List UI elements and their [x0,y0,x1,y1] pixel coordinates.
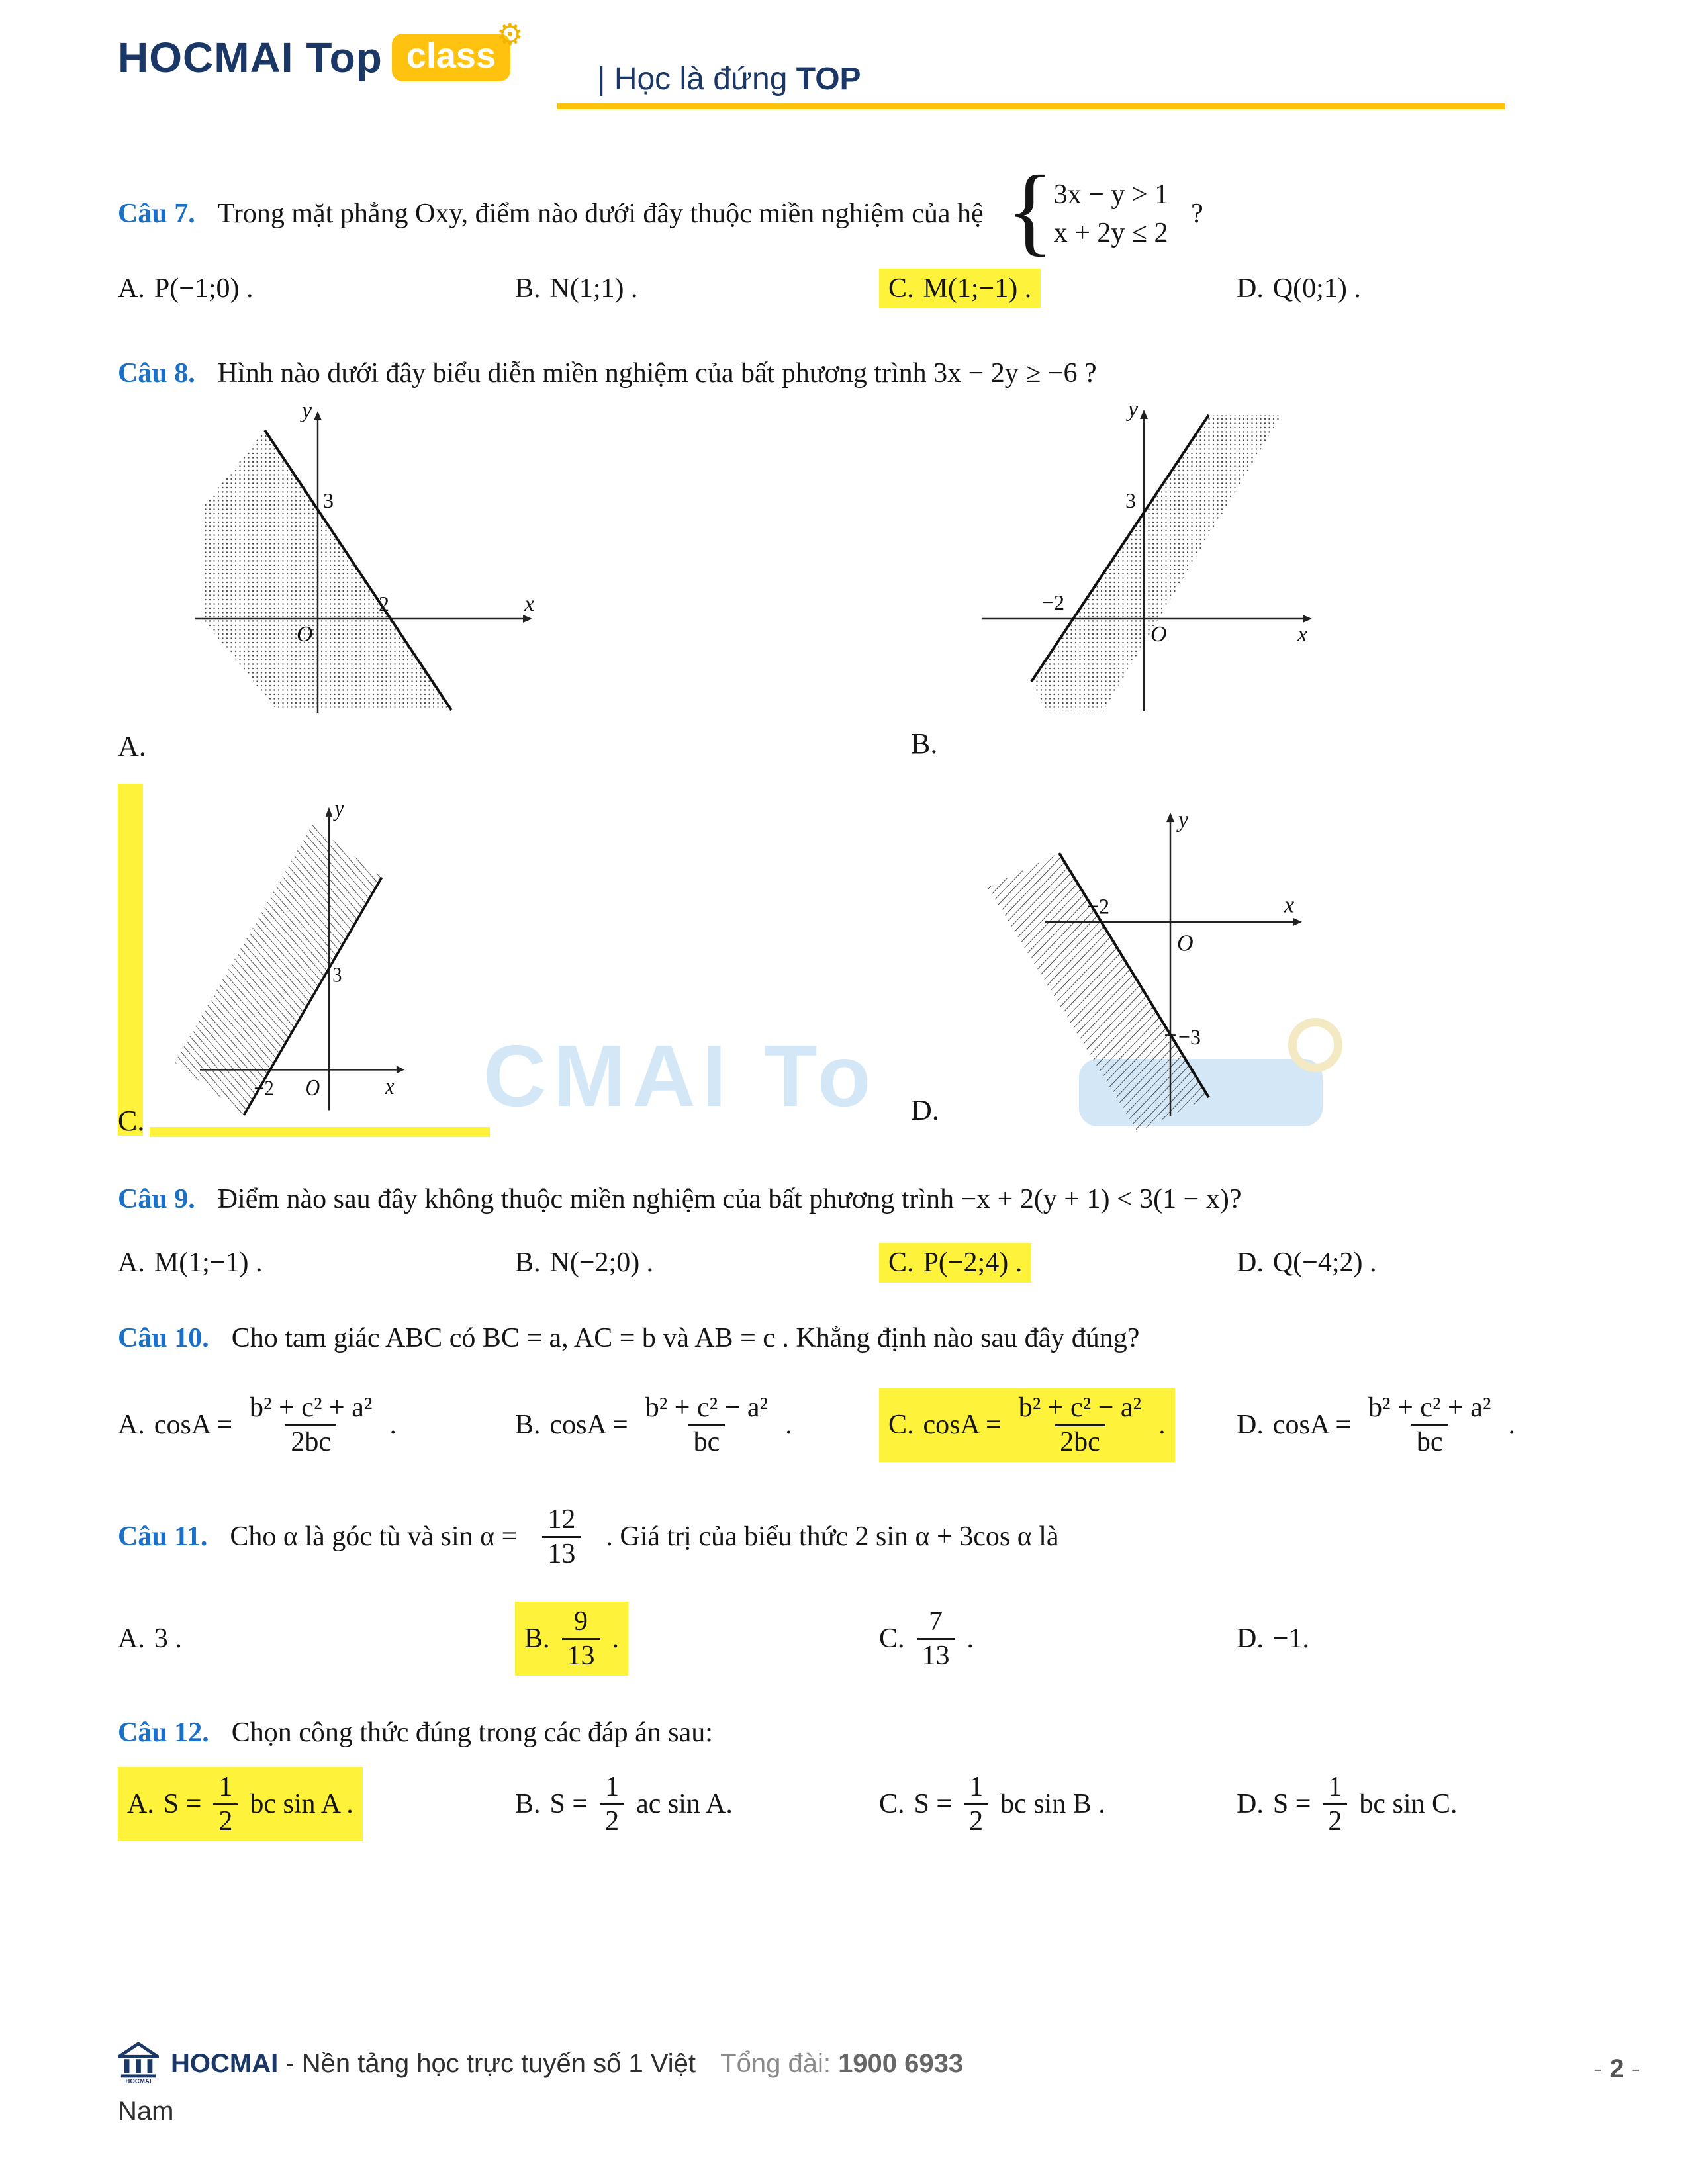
fraction: $\frac{1}{2}$ [1323,1771,1347,1837]
answer-highlight [515,1602,628,1676]
answer-c-highlight-underline [150,1127,490,1137]
tick-2: 2 [379,592,389,615]
option-key: C. [888,1410,914,1440]
y-axis-arrow-icon [1166,813,1174,823]
y-axis-label: y [302,400,312,423]
q7-option-a [118,273,515,304]
option-text: M(1;−1) . [154,1248,263,1278]
option-pre: S = [163,1789,202,1819]
graph-option-d [945,784,1323,1132]
brand-logo-badge [392,17,524,81]
question-8-label: Câu 8. [118,358,195,388]
answer-highlight [118,1767,363,1841]
q7-option-c-highlighted [879,269,1237,308]
fraction: $\frac{1}{2}$ [964,1771,988,1837]
question-10-stem [118,1322,1615,1354]
graph-option-b [945,400,1323,735]
question-11-text-post: . Giá trị của biểu thức 2 sin α + 3cos α là [606,1522,1059,1552]
y-axis-arrow-icon [1140,410,1148,419]
option-suffix: . [966,1623,974,1654]
fraction: $\frac{1}{2}$ [600,1771,624,1837]
fraction: $\frac{12}{13}$ [542,1504,581,1570]
option-key: B. [515,273,541,304]
option-text: Q(0;1) . [1272,273,1361,304]
option-key: D. [1237,1410,1264,1440]
x-axis-arrow-icon [1293,918,1302,926]
q9-option-a [118,1247,515,1279]
tagline-text: Học là đứng [614,62,796,97]
option-key: D. [1237,1623,1264,1654]
figure-label-a: A. [118,730,146,762]
gear-icon: ⚙ [496,17,524,52]
question-11-label: Câu 11. [118,1522,208,1552]
y-axis-arrow-icon [314,411,322,420]
option-key: C. [879,1789,905,1819]
q7-option-b [515,273,879,304]
question-7-system [1006,155,1169,265]
tick-minus2: −2 [1042,590,1065,614]
q11-option-c [879,1606,1237,1672]
system-lines [1054,179,1168,249]
question-7-label: Câu 7. [118,198,195,229]
q12-option-d [1237,1771,1688,1837]
question-9-options [0,1239,1688,1287]
brand-logo [118,17,524,82]
option-suffix: . [1158,1410,1166,1440]
q11-option-a [118,1623,515,1655]
shaded-region [175,825,382,1115]
option-text: P(−2;4) . [923,1248,1023,1278]
fraction: $\frac{1}{2}$ [213,1771,238,1837]
y-axis-label: y [1178,806,1189,833]
option-suffix: . [1508,1410,1515,1440]
fraction: $\frac{\text{b² + c² − a²}}{2bc}$ [1018,1392,1142,1457]
question-12-text: Chọn công thức đúng trong các đáp án sau: [231,1717,713,1748]
question-8-stem [118,357,1615,389]
origin-label: O [1150,622,1167,647]
question-7-options [0,265,1688,312]
tick-minus3: −3 [1178,1025,1201,1050]
question-10-text: Cho tam giác ABC có BC = a, AC = b và AB = c . Khẳng định nào sau đây đúng? [231,1323,1140,1353]
option-post: bc sin C. [1359,1789,1458,1819]
q11-option-d [1237,1623,1688,1655]
header-yellow-rule [557,103,1505,109]
page-number: - 2 - [1593,2054,1640,2083]
graph-option-c [159,786,493,1127]
y-axis-label: y [334,796,344,822]
brand-logo-text: HOCMAI Top [118,34,383,81]
fraction: $\frac{\text{b² + c² − a²}}{bc}$ [645,1392,769,1457]
option-key: A. [118,1410,145,1440]
option-key: B. [515,1410,541,1440]
shaded-region [203,430,451,710]
q9-option-d [1237,1247,1688,1279]
question-9-label: Câu 9. [118,1184,195,1214]
q10-option-c-highlighted [879,1388,1237,1462]
brand-logo-badge-label: class [406,36,496,75]
option-post: ac sin A. [636,1789,733,1819]
option-suffix: . [612,1623,620,1654]
header-tagline [597,61,861,97]
tick-3: 3 [1125,488,1136,512]
q10-option-a [118,1392,515,1458]
fraction: $\frac{\text{b² + c² + a²}}{2bc}$ [250,1392,373,1457]
watermark-text: CMAI To [483,1027,878,1124]
hocmai-house-icon [118,2042,159,2085]
question-7-text: Trong mặt phẳng Oxy, điểm nào dưới đây thuộc miền nghiệm của hệ [217,198,984,229]
tick-minus2: −2 [1087,894,1110,919]
system-line-1: 3x − y > 1 [1053,179,1169,210]
option-pre: S = [549,1789,588,1819]
answer-c-highlight-bar [118,784,143,1136]
footer-text-wrap: Nam [118,2097,174,2126]
y-axis-arrow-icon [326,807,333,817]
option-text: N(−2;0) . [549,1248,654,1278]
option-text: P(−1;0) . [154,273,254,304]
question-8-text: Hình nào dưới đây biểu diễn miền nghiệm của bất phương trình 3x − 2y ≥ −6 ? [217,358,1097,388]
origin-label: O [305,1075,320,1101]
option-pre: cosA = [549,1410,628,1440]
x-axis-arrow-icon [397,1066,404,1073]
question-12-options [0,1758,1688,1850]
x-axis-label: x [524,592,535,616]
figure-label-b: B. [911,727,938,760]
question-9-stem [118,1183,1615,1215]
question-12-stem [118,1717,1615,1749]
option-key: C. [888,1248,914,1278]
answer-highlight [879,1388,1175,1462]
option-key: C. [879,1623,905,1654]
footer-hotline-label: Tổng đài: [720,2048,839,2078]
option-key: A. [127,1789,154,1819]
question-7-suffix: ? [1191,198,1203,229]
q10-option-d [1237,1392,1688,1458]
fraction: $\frac{\text{b² + c² + a²}}{bc}$ [1368,1392,1491,1457]
tagline-bold: TOP [796,62,861,97]
y-axis-label: y [1128,400,1139,422]
fraction: $\frac{7}{13}$ [917,1606,955,1672]
footer-hotline-number: 1900 6933 [838,2048,964,2078]
svg-text:HOCMAI: HOCMAI [125,2078,152,2085]
x-axis-label: x [1284,891,1295,918]
question-11-text-pre: Cho α là góc tù và sin α = [230,1522,518,1552]
tagline-bar: | [597,62,614,97]
option-text: Q(−4;2) . [1272,1248,1377,1278]
option-key: A. [118,1623,145,1654]
system-line-2: x + 2y ≤ 2 [1053,217,1168,248]
q7-option-d [1237,273,1688,304]
option-text: N(1;1) . [549,273,638,304]
shaded-region [1033,415,1282,711]
origin-label: O [297,622,313,647]
option-key: B. [515,1789,541,1819]
option-key: A. [118,273,145,304]
question-10-options [0,1369,1688,1481]
option-text: −1. [1272,1623,1310,1654]
option-key: D. [1237,1248,1264,1278]
question-11-stem [118,1490,1615,1583]
option-pre: S = [914,1789,953,1819]
fraction: $\frac{9}{13}$ [562,1606,600,1672]
question-7-stem [118,149,1615,278]
answer-highlight [879,269,1041,308]
option-key: A. [118,1248,145,1278]
option-pre: S = [1272,1789,1311,1819]
tick-3: 3 [323,488,334,512]
q12-option-c [879,1771,1237,1837]
footer-brand: HOCMAI [171,2048,279,2078]
option-post: bc sin A . [250,1789,353,1819]
answer-highlight [879,1243,1031,1283]
q9-option-c-highlighted [879,1243,1237,1283]
option-suffix: . [389,1410,397,1440]
option-text: M(1;−1) . [923,273,1032,304]
question-11-options [0,1592,1688,1685]
option-pre: cosA = [923,1410,1002,1440]
question-10-label: Câu 10. [118,1323,209,1353]
q12-option-a-highlighted [118,1767,515,1841]
option-suffix: . [785,1410,792,1440]
graph-option-a [165,400,543,735]
q10-option-b [515,1392,879,1458]
option-pre: cosA = [1272,1410,1352,1440]
option-text: 3 . [154,1623,182,1654]
origin-label: O [1177,931,1194,956]
x-axis-label: x [385,1074,395,1100]
question-9-text: Điểm nào sau đây không thuộc miền nghiệm của bất phương trình −x + 2(y + 1) < 3(1 − x)? [217,1184,1242,1214]
tick-3: 3 [332,962,342,987]
option-key: D. [1237,273,1264,304]
option-key: B. [515,1248,541,1278]
figure-label-c: C. [118,1105,145,1137]
footer [118,2042,963,2085]
q9-option-b [515,1247,879,1279]
question-12-label: Câu 12. [118,1717,209,1748]
option-key: D. [1237,1789,1264,1819]
option-key: C. [888,273,914,304]
figure-label-d: D. [911,1094,939,1126]
footer-text: - Nền tảng học trực tuyến số 1 Việt [278,2048,696,2078]
q11-option-b-highlighted [515,1602,879,1676]
x-axis-label: x [1297,622,1308,647]
tick-minus2: −2 [254,1076,274,1101]
option-key: B. [524,1623,550,1654]
option-pre: cosA = [154,1410,233,1440]
q12-option-b [515,1771,879,1837]
option-post: bc sin B . [1000,1789,1105,1819]
brace-glyph: { [1006,155,1054,265]
